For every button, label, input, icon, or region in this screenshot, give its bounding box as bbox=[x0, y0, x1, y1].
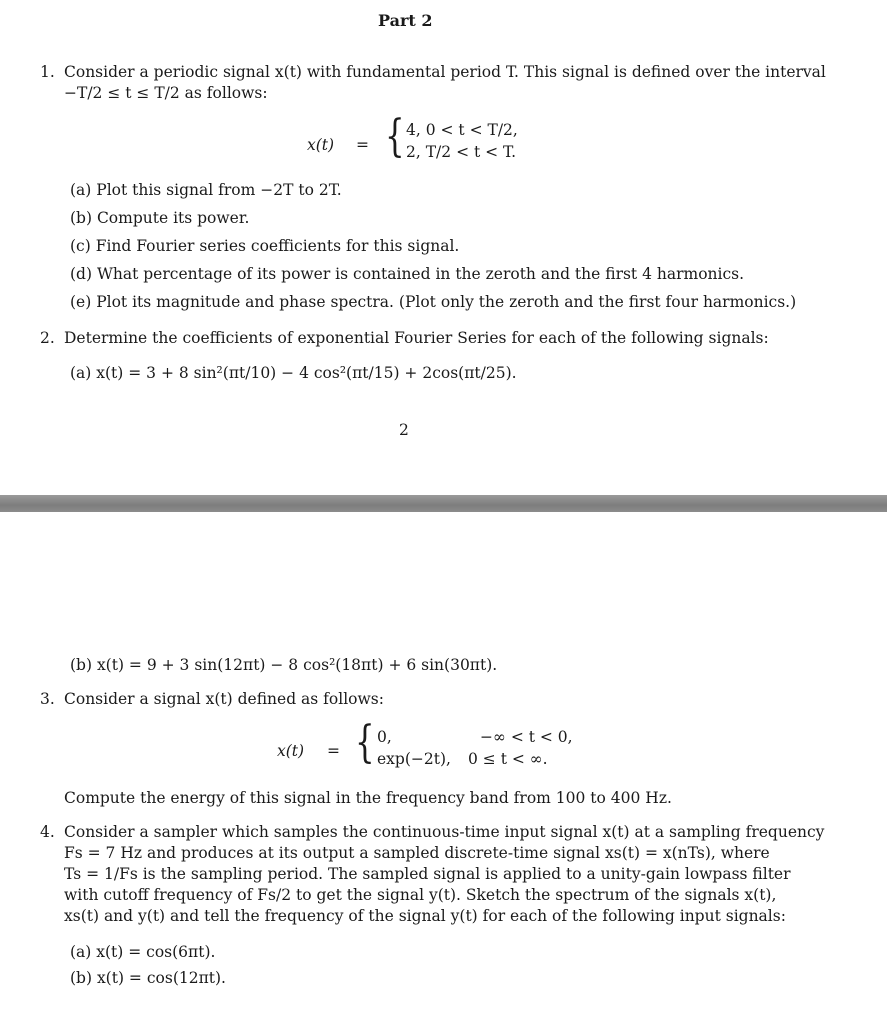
q3-piecewise-brace: { bbox=[355, 717, 375, 768]
q1-part-a: (a) Plot this signal from −2T to 2T. bbox=[70, 181, 342, 199]
q2-part-a: (a) x(t) = 3 + 8 sin²(πt/10) − 4 cos²(πt/15) + 2cos(πt/25). bbox=[70, 364, 517, 382]
q1-case-1: 4, 0 < t < T/2, bbox=[406, 121, 518, 139]
question-4-line-1: Consider a sampler which samples the continuous-time input signal x(t) at a sampling frequency bbox=[64, 823, 825, 841]
q1-part-d: (d) What percentage of its power is contained in the zeroth and the first 4 harmonics. bbox=[70, 265, 745, 283]
q3-case-2-condition: 0 ≤ t < ∞. bbox=[468, 750, 548, 768]
q3-energy-text: Compute the energy of this signal in the frequency band from 100 to 400 Hz. bbox=[64, 789, 672, 807]
q3-equation-equals: = bbox=[327, 742, 340, 760]
q3-case-1-condition: −∞ < t < 0, bbox=[480, 728, 573, 746]
question-2-number: 2. bbox=[40, 329, 55, 347]
q3-equation-lhs: x(t) bbox=[277, 742, 305, 760]
q3-case-1-value: 0, bbox=[377, 728, 392, 746]
page-divider bbox=[0, 495, 887, 512]
question-4-number: 4. bbox=[40, 823, 55, 841]
question-4-line-4: with cutoff frequency of Fs/2 to get the signal y(t). Sketch the spectrum of the signals x(t), bbox=[64, 886, 777, 904]
question-3-number: 3. bbox=[40, 690, 55, 708]
q1-part-b: (b) Compute its power. bbox=[70, 209, 250, 227]
question-1-text-line-2: −T/2 ≤ t ≤ T/2 as follows: bbox=[64, 84, 268, 102]
q4-part-a: (a) x(t) = cos(6πt). bbox=[70, 943, 216, 961]
question-4-line-5: xs(t) and y(t) and tell the frequency of the signal y(t) for each of the following input signals: bbox=[64, 907, 786, 925]
q1-part-c: (c) Find Fourier series coefficients for this signal. bbox=[70, 237, 460, 255]
question-1-text-line-1: Consider a periodic signal x(t) with fundamental period T. This signal is defined over the interval bbox=[64, 63, 826, 81]
document-page-bottom bbox=[0, 512, 887, 1024]
question-3-text: Consider a signal x(t) defined as follows: bbox=[64, 690, 384, 708]
page-number: 2 bbox=[399, 421, 409, 439]
q4-part-b: (b) x(t) = cos(12πt). bbox=[70, 969, 226, 987]
q1-part-e: (e) Plot its magnitude and phase spectra. (Plot only the zeroth and the first four harmonics.) bbox=[70, 293, 797, 311]
question-4-line-3: Ts = 1/Fs is the sampling period. The sampled signal is applied to a unity-gain lowpass filter bbox=[64, 865, 791, 883]
q2-part-b: (b) x(t) = 9 + 3 sin(12πt) − 8 cos²(18πt) + 6 sin(30πt). bbox=[70, 656, 498, 674]
q1-equation-lhs: x(t) bbox=[307, 136, 335, 154]
q1-equation-equals: = bbox=[356, 136, 369, 154]
question-2-text: Determine the coefficients of exponential Fourier Series for each of the following signals: bbox=[64, 329, 769, 347]
document-page-top bbox=[0, 0, 887, 495]
question-4-line-2: Fs = 7 Hz and produces at its output a sampled discrete-time signal xs(t) = x(nTs), where bbox=[64, 844, 770, 862]
question-1-number: 1. bbox=[40, 63, 55, 81]
q3-case-2-value: exp(−2t), bbox=[377, 750, 451, 768]
q1-piecewise-brace: { bbox=[385, 111, 405, 162]
q1-case-2: 2, T/2 < t < T. bbox=[406, 143, 517, 161]
page-title: Part 2 bbox=[378, 11, 433, 30]
